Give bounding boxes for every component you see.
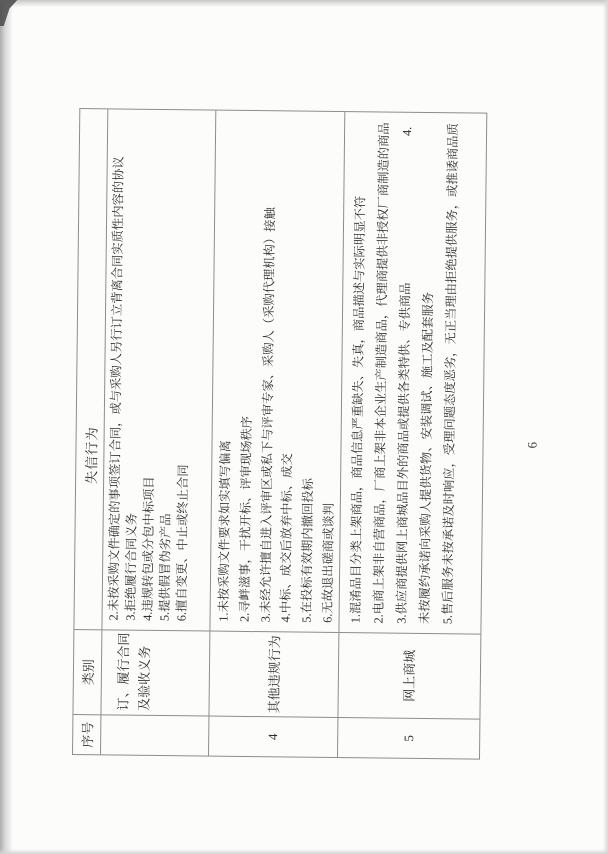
category-line: 其他违规行为 <box>265 635 282 714</box>
category-line: 订、履行合同 <box>115 632 132 711</box>
scan-edge-shadow-top <box>0 0 608 7</box>
item-text: 3.供应商提供网上商城品目外的商品或提供各类特供、专供商品 <box>394 282 413 624</box>
cell-xuhao-contract <box>101 714 208 755</box>
scan-edge-shadow-bottom <box>0 849 608 854</box>
cell-items-other <box>210 111 344 632</box>
cell-leibie-other <box>209 631 338 717</box>
dishonest-conduct-table <box>72 108 487 760</box>
rotated-scan-content <box>72 108 540 760</box>
item-line: 6.无故退出磋商或谈判 <box>320 502 336 623</box>
item-line: 5.提供假冒伪劣产品 <box>157 513 173 622</box>
item-line: 1.未按采购文件要求如实填写偏离 <box>216 440 233 622</box>
item-line: 2.未按采购文件确定的事项签订合同，或与采购人另行订立背离合同实质性内容的协议 <box>106 156 126 621</box>
item-line: 5.售后服务未按承诺及时响应，受理问题态度恶劣，无正当理由拒绝提供服务，或推诿商品质 <box>440 123 461 625</box>
item-line: 未按履约承诺向采购人提供货物、安装调试、施工及配套服务 <box>417 291 436 625</box>
header-leibie: 类别 <box>73 629 101 714</box>
table-row-online-mall <box>338 112 486 759</box>
item-line: 4.违规转包或分包中标项目 <box>140 476 157 621</box>
header-shixinxingwei-label: 失信行为 <box>83 426 100 485</box>
item-line: 2.寻衅滋事，干扰开标、评审现场秩序 <box>237 415 254 623</box>
item-line: 3.未经允许擅自进入评审区或私下与评审专家、采购人（采购代理机构）接触 <box>258 207 277 623</box>
item-line: 2.电商上架非自营商品，厂商上架非本企业生产制造商品，代理商提供非授权厂商制造的商品 <box>371 122 392 624</box>
category-line: 及验收义务 <box>136 645 153 711</box>
header-xuhao: 序号 <box>73 714 100 754</box>
cell-xuhao-other: 4 <box>209 716 337 757</box>
page-number: 6 <box>524 441 540 449</box>
item-line: 3.拒绝履行合同义务 <box>123 512 139 621</box>
table-row-other-violations <box>209 111 345 757</box>
cell-xuhao-mall: 5 <box>338 717 479 759</box>
item-number-wrap: 4. <box>400 126 415 137</box>
item-line: 4.中标、成交后放弃中标、成交 <box>278 453 295 623</box>
item-line: 5.在投标有效期内撤回投标 <box>299 478 316 623</box>
item-line: 1.混淆品目分类上架商品，商品信息严重缺失、失真，商品描述与实际明显不符 <box>348 195 368 624</box>
cell-leibie-contract <box>101 629 209 715</box>
item-line: 6.擅自变更、中止或终止合同 <box>174 464 191 622</box>
cell-items-contract <box>102 109 215 630</box>
scan-edge-shadow-left <box>0 0 13 854</box>
cell-items-mall <box>339 112 486 634</box>
cell-leibie-mall <box>338 632 480 719</box>
category-line: 网上商城 <box>401 649 418 702</box>
table-row-contract <box>101 109 216 755</box>
scan-edge-shadow-right <box>603 0 608 854</box>
